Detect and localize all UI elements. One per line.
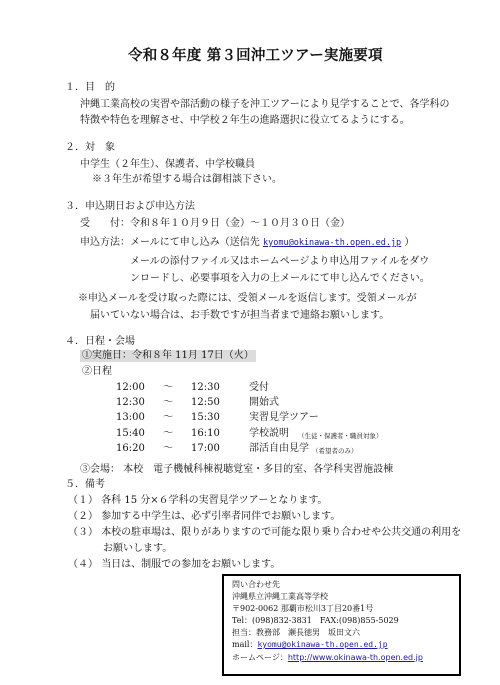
row-end: 12:50: [191, 397, 220, 408]
remark-item: [68, 527, 461, 539]
schedule-date: ①実施日：令和８年 11月 17日（火）: [82, 350, 254, 361]
remark-number: （３）: [68, 527, 98, 538]
row-start: 12:30: [116, 397, 145, 408]
row-end: 12:30: [191, 382, 220, 393]
row-tilde: ～: [163, 397, 173, 408]
method-line-2: メールの添付ファイル又はホームページより申込用ファイルをダウ: [130, 256, 430, 267]
mail-label: mail：: [232, 640, 258, 649]
application-method: [80, 237, 414, 249]
application-email-link[interactable]: kyomu@okinawa-th.open.ed.jp: [263, 238, 402, 248]
row-start: 15:40: [116, 428, 145, 439]
method-label: 申込方法：: [80, 237, 130, 248]
remark-item: [68, 495, 328, 507]
remark-item: [68, 511, 340, 523]
row-note: （生徒・保護者・職員対象）: [298, 432, 383, 440]
remark-item: [68, 559, 280, 571]
row-start: 12:00: [116, 382, 145, 393]
row-start: 13:00: [116, 412, 145, 423]
contact-phone: Tel：(098)832-3831 FAX:(098)855-5029: [232, 616, 399, 625]
schedule-venue: ③会場： 本校 電子機械科棟視聴覚室・多目的室、各学科実習施設棟: [80, 464, 394, 475]
schedule-heading: ４．日程・会場: [65, 336, 135, 347]
application-note-2: 届いていない場合は、お手数ですが担当者まで連絡お願いします。: [90, 310, 390, 321]
remark-number: （２）: [68, 511, 98, 522]
contact-email-link[interactable]: kyomu@okinawa-th.open.ed.jp: [257, 640, 388, 649]
homepage-link[interactable]: http://www.okinawa-th.open.ed.jp: [287, 653, 423, 662]
purpose-line-1: 沖縄工業高校の実習や部活動の様子を沖工ツアーにより見学することで、各学科の: [80, 99, 450, 110]
purpose-heading: １．目 的: [65, 82, 115, 93]
remarks-heading: ５．備考: [65, 479, 105, 490]
row-end: 17:00: [191, 443, 220, 454]
contact-address: 〒902-0062 那覇市松川3丁目20番1号: [232, 604, 374, 613]
homepage-label: ホームページ：: [232, 653, 288, 662]
row-end: 16:10: [191, 428, 220, 439]
contact-homepage: [232, 653, 423, 663]
period-label: 受 付：: [80, 218, 130, 229]
row-item: 開始式: [249, 397, 279, 408]
remark-text: 本校の駐車場は、限りがありますので可能な限り乗り合わせや公共交通の利用を: [101, 527, 462, 538]
method-prefix: メールにて申し込み（送信先: [130, 237, 260, 248]
contact-school: 沖縄県立沖縄工業高等学校: [232, 592, 328, 601]
row-item: 部活自由見学: [249, 443, 309, 454]
method-line-3: ンロードし、必要事項を入力の上メールにて申し込んでください。: [130, 273, 430, 284]
contact-staff: 担当：教務部 瀬長徳男 坂田文六: [232, 628, 360, 637]
row-tilde: ～: [163, 382, 173, 393]
method-suffix: ）: [404, 237, 415, 248]
row-end: 15:30: [191, 412, 220, 423]
target-note: ※３年生が希望する場合は御相談下さい。: [92, 174, 282, 185]
page-title: 令和８年度 第３回沖工ツアー実施要項: [128, 47, 383, 64]
purpose-line-2: 特徴や特色を理解させ、中学校２年生の進路選択に役立てるようにする。: [80, 115, 410, 126]
schedule-subheading: ②日程: [82, 366, 112, 377]
remark-text: 当日は、制服での参加をお願いします。: [101, 559, 281, 570]
row-item: 実習見学ツアー: [249, 412, 319, 423]
row-tilde: ～: [163, 428, 173, 439]
row-tilde: ～: [163, 443, 173, 454]
row-item: 学校説明: [249, 428, 289, 439]
row-item: 受付: [249, 382, 269, 393]
row-start: 16:20: [116, 443, 145, 454]
contact-mail: [232, 640, 388, 650]
remark-text: 参加する中学生は、必ず引率者同伴でお願いします。: [101, 511, 341, 522]
row-tilde: ～: [163, 412, 173, 423]
target-heading: ２．対 象: [65, 142, 115, 153]
target-line-1: 中学生（２年生）、保護者、中学校職員: [80, 159, 255, 170]
contact-box: [222, 574, 461, 676]
remark-number: （４）: [68, 559, 98, 570]
application-heading: ３．申込期日および申込方法: [65, 201, 195, 212]
application-period: [80, 218, 350, 230]
remark-number: （１）: [68, 495, 98, 506]
remark-text: 各科 15 分×６学科の実習見学ツアーとなります。: [101, 495, 328, 506]
remark-item-continuation: お願いします。: [103, 543, 173, 554]
period-value: 令和８年１０月９日（金）～１０月３０日（金）: [130, 218, 350, 229]
contact-heading: 問い合わせ先: [232, 580, 280, 589]
application-note-1: ※申込メールを受け取った際には、受領メールを返信します。受領メールが: [78, 293, 417, 304]
row-note: （希望者のみ）: [312, 447, 358, 455]
